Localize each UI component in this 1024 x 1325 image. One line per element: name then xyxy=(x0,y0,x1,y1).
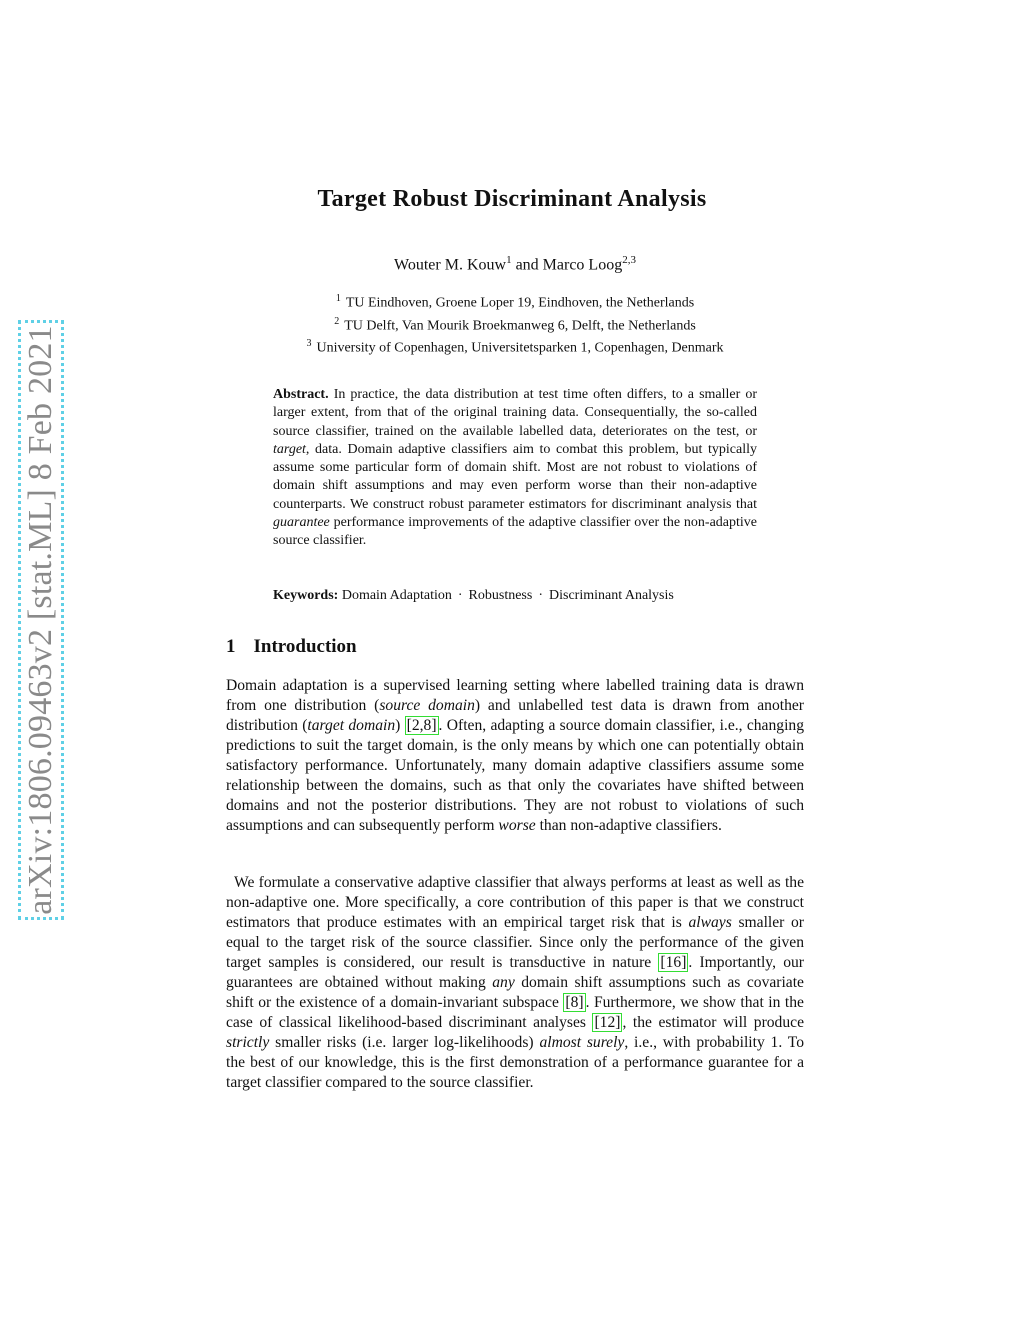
author-affiliation-mark: 1 xyxy=(506,254,512,266)
arxiv-identifier-text: arXiv:1806.09463v2 [stat.ML] 8 Feb 2021 xyxy=(22,325,59,915)
author-conjunction: and xyxy=(515,256,539,274)
paper-title: Target Robust Discriminant Analysis xyxy=(317,186,707,212)
body-paragraph: Domain adaptation is a supervised learning setting where labelled training data is drawn from one distribution (source domain) and unlabelled test data is drawn from another distribution (target domain) [2,8] . Often, adapting a source domain classifier, i.e., changing predictions to suit the target domain, is the only means by which one can potentially obtain satisfactory performance. Unfortunately, many domain adaptive classifiers assume some relationship between the domains, such as that only the covariates have shifted between domains and not the posterior distributions. They are not robust to violations of such assumptions and can subsequently perform worse than non-adaptive classifiers. xyxy=(226,677,804,834)
author-name: Wouter M. Kouw xyxy=(394,256,507,274)
keyword: Robustness xyxy=(468,588,533,603)
citation-link[interactable]: [12] xyxy=(594,1014,621,1031)
abstract: Abstract. In practice, the data distribution at test time often differs, to a smaller or larger extent, from that of the original training data. Consequentially, the so-called source classifier, trained on the available labelled data, deteriorates on the test, or target, data. Domain adaptive classifiers aim to combat this problem, but typically assume some particular form of domain shift. Most are not robust to violations of domain shift assumptions and may even perform worse than their non-adaptive counterparts. We construct robust parameter estimators for discriminant analysis that guarantee performance improvements of the adaptive classifier over the non-adaptive source classifier. xyxy=(273,387,758,549)
body-paragraph: We formulate a conservative adaptive classifier that always performs at least as well as the non-adaptive one. More specifically, a core contribution of this paper is that we construct estimators that produce estimates with an empirical target risk that is always smaller or equal to the target risk of the source classifier. Since only the performance of the given target samples is considered, our result is transductive in nature [16] . Importantly, our guarantees are obtained without making any domain shift assumptions such as covariate shift or the existence of a domain-invariant subspace [8] . Furthermore, we show that in the case of classical likelihood-based discriminant analyses [12] , the estimator will produce strictly smaller risks (i.e. larger log-likelihoods) almost surely, i.e., with probability 1. To the best of our knowledge, this is the first demonstration of a performance guarantee for a target classifier compared to the source classifier. xyxy=(226,874,805,1091)
affiliation: $^1$ TU Eindhoven, Groene Loper 19, Eindhoven, the Netherlands xyxy=(335,293,695,311)
affiliation: $^2$ TU Delft, Van Mourik Broekmanweg 6, Delft, the Netherlands xyxy=(334,315,696,334)
section-number: 1 xyxy=(226,636,236,657)
abstract-label: Abstract. xyxy=(273,387,329,402)
citation-link[interactable]: [16] xyxy=(660,954,687,971)
affiliation: $^3$ University of Copenhagen, Universitetsparken 1, Copenhagen, Denmark xyxy=(306,338,724,356)
section-title: Introduction xyxy=(253,636,357,657)
affiliations xyxy=(0,290,1024,358)
keywords-label: Keywords: xyxy=(273,588,339,603)
keywords xyxy=(273,588,773,604)
keyword: Domain Adaptation xyxy=(341,588,452,603)
keyword-separator: · xyxy=(538,588,544,603)
arxiv-identifier-stamp xyxy=(18,320,64,920)
keyword: Discriminant Analysis xyxy=(549,588,674,603)
section-heading xyxy=(226,636,357,658)
keyword-separator: · xyxy=(457,588,463,603)
citation-link[interactable]: [8] xyxy=(565,994,584,1011)
author-name: Marco Loog xyxy=(542,256,623,274)
citation-link[interactable]: [2,8] xyxy=(406,717,437,734)
author-line xyxy=(0,254,1024,274)
author-affiliation-mark: 2,3 xyxy=(622,254,636,266)
